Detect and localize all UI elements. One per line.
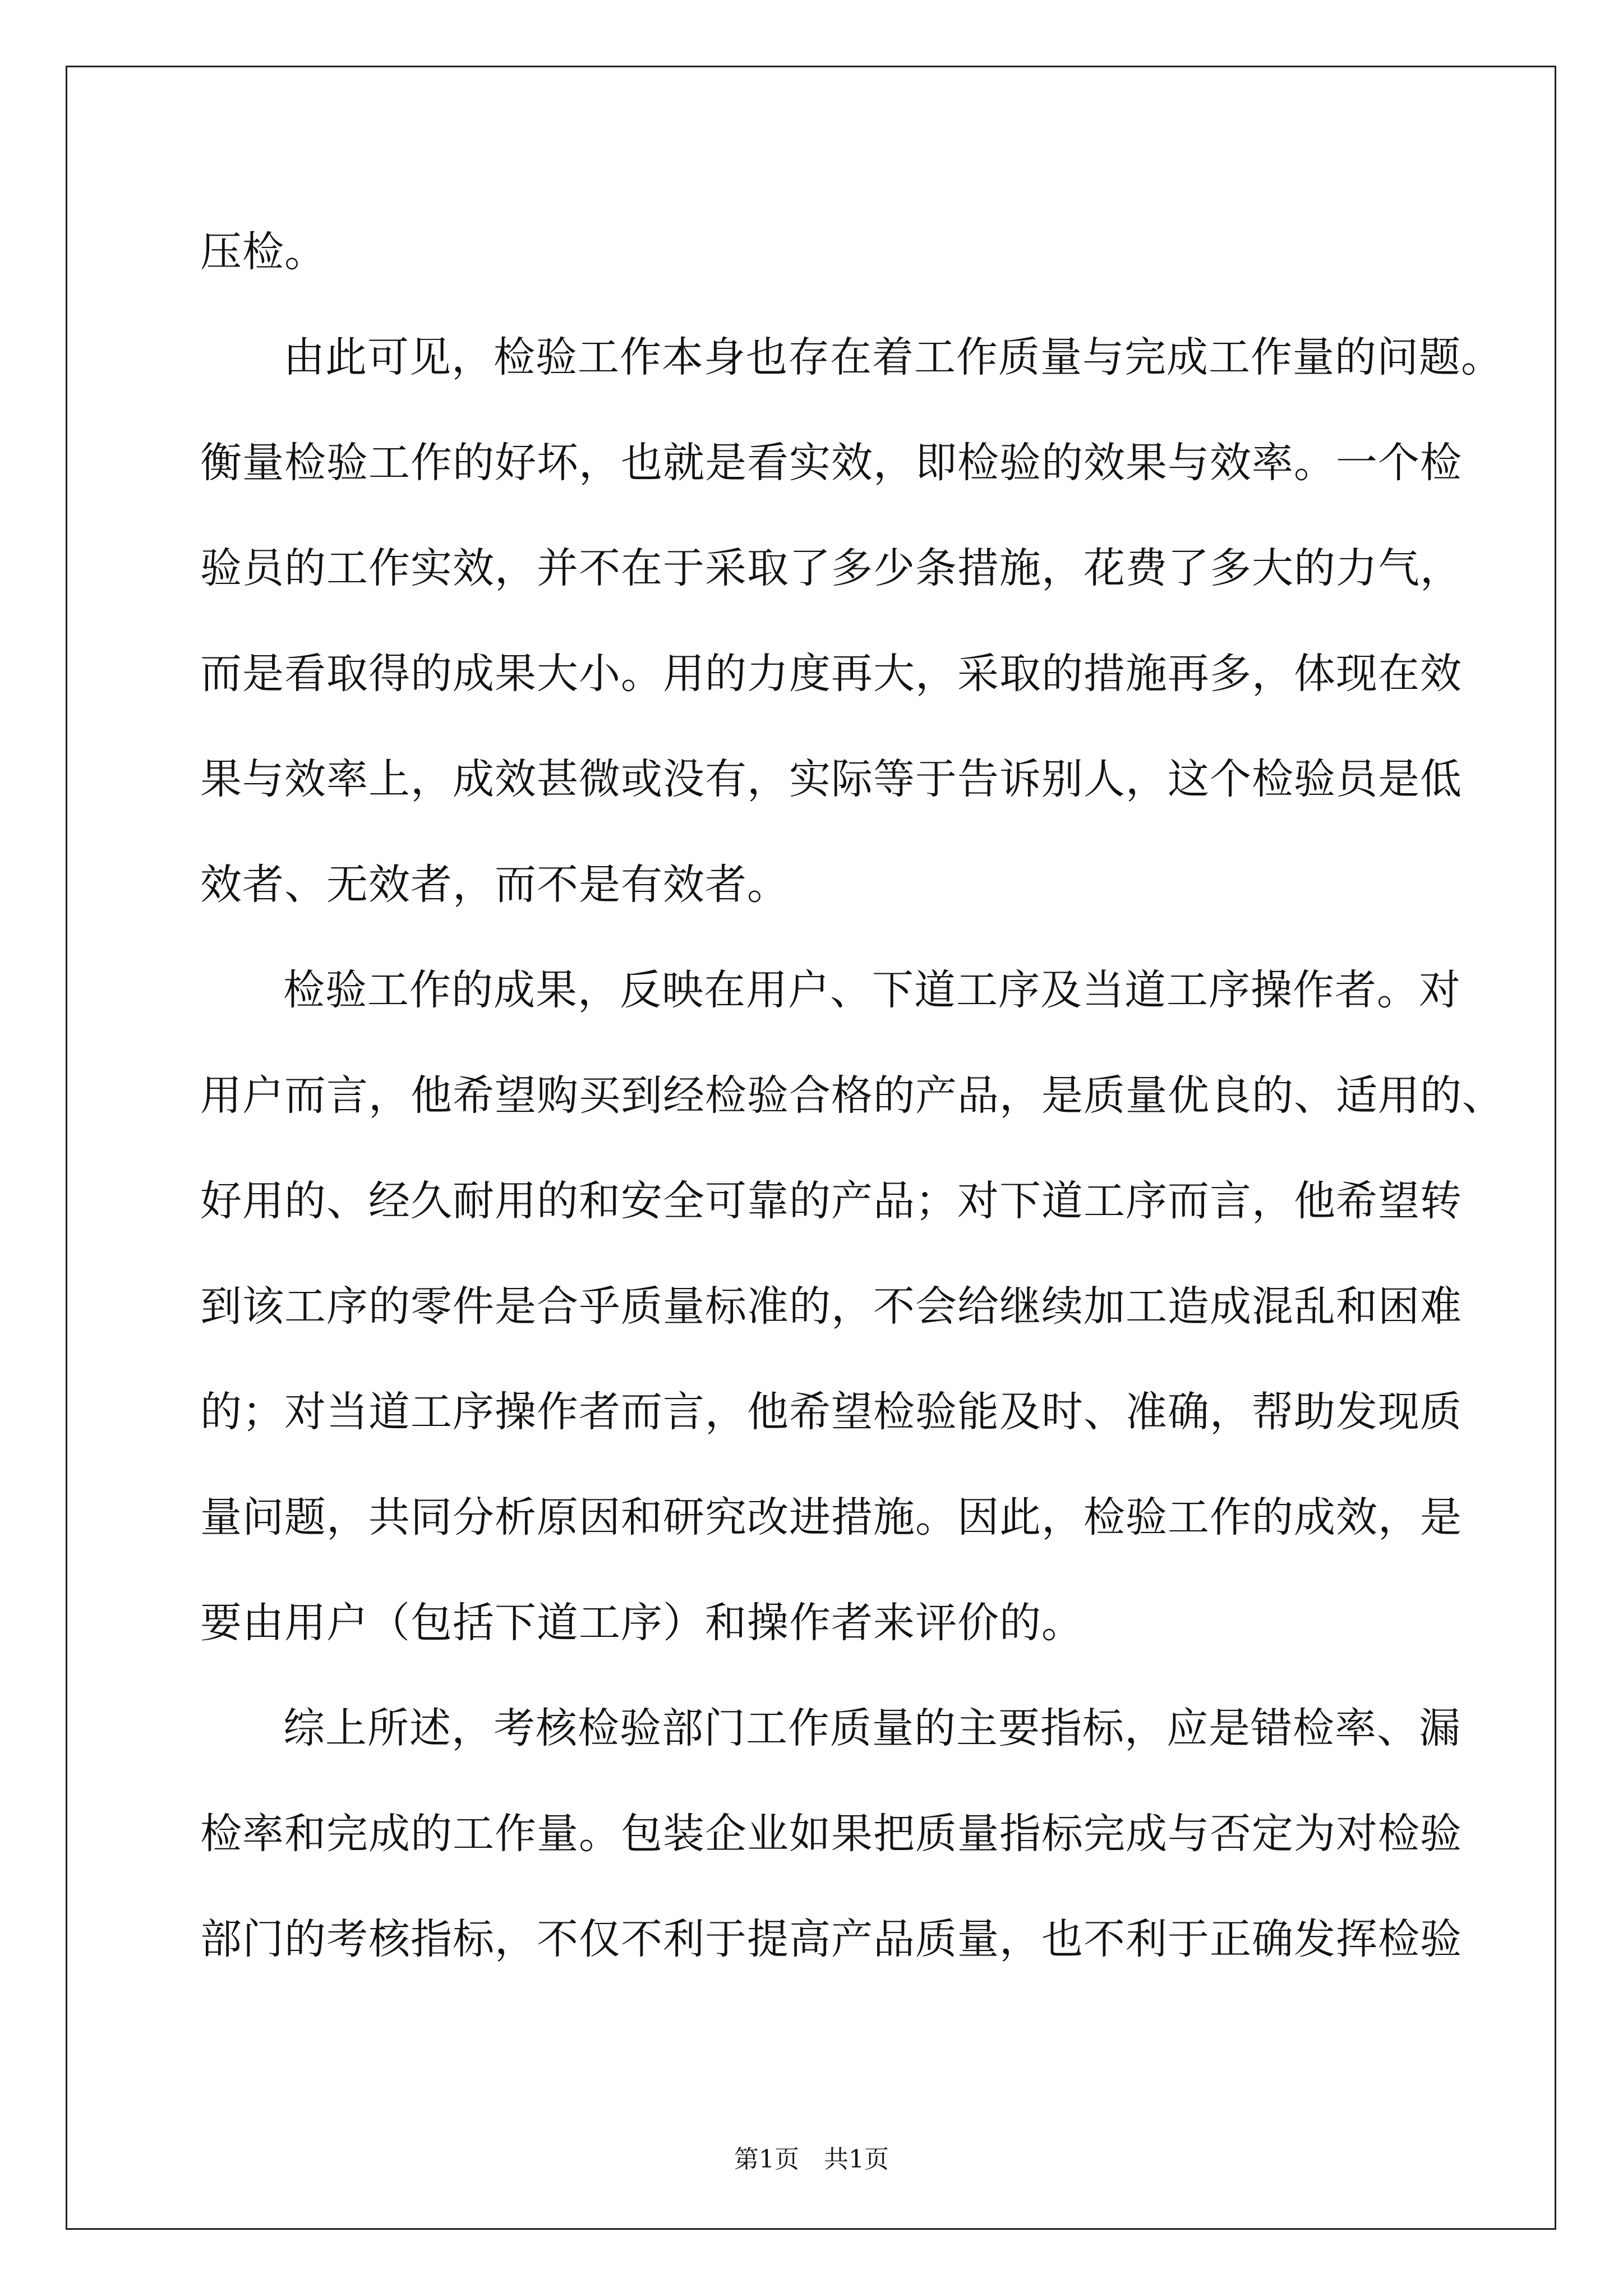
page-border (66, 66, 1556, 2230)
text-line-15: 综上所述，考核检验部门工作质量的主要指标，应是错检率、漏 (283, 1704, 1461, 1752)
text-line-13: 量问题，共同分析原因和研究改进措施。因此，检验工作的成效，是 (200, 1493, 1462, 1542)
text-line-6: 果与效率上，成效甚微或没有，实际等于告诉别人，这个检验员是低 (200, 755, 1462, 803)
text-line-11: 到该工序的零件是合乎质量标准的，不会给继续加工造成混乱和困难 (200, 1282, 1462, 1331)
text-line-3: 衡量检验工作的好坏，也就是看实效，即检验的效果与效率。一个检 (200, 439, 1462, 487)
text-line-8: 检验工作的成果，反映在用户、下道工序及当道工序操作者。对 (283, 966, 1461, 1014)
text-line-17: 部门的考核指标，不仅不利于提高产品质量，也不利于正确发挥检验 (200, 1915, 1462, 1963)
text-line-4: 验员的工作实效，并不在于采取了多少条措施，花费了多大的力气， (200, 544, 1462, 592)
text-line-10: 好用的、经久耐用的和安全可靠的产品；对下道工序而言，他希望转 (200, 1177, 1462, 1225)
page-number-footer: 第1页 共1页 (734, 2145, 889, 2174)
text-line-16: 检率和完成的工作量。包装企业如果把质量指标完成与否定为对检验 (200, 1810, 1462, 1858)
text-line-12: 的；对当道工序操作者而言，他希望检验能及时、准确，帮助发现质 (200, 1388, 1462, 1436)
text-line-7: 效者、无效者，而不是有效者。 (200, 861, 789, 909)
text-line-1: 压检。 (200, 228, 326, 276)
text-line-5: 而是看取得的成果大小。用的力度再大，采取的措施再多，体现在效 (200, 650, 1462, 698)
text-line-9: 用户而言，他希望购买到经检验合格的产品，是质量优良的、适用的、 (200, 1071, 1504, 1120)
text-line-2: 由此可见，检验工作本身也存在着工作质量与完成工作量的问题。 (283, 333, 1503, 381)
text-line-14: 要由用户（包括下道工序）和操作者来评价的。 (200, 1599, 1083, 1647)
